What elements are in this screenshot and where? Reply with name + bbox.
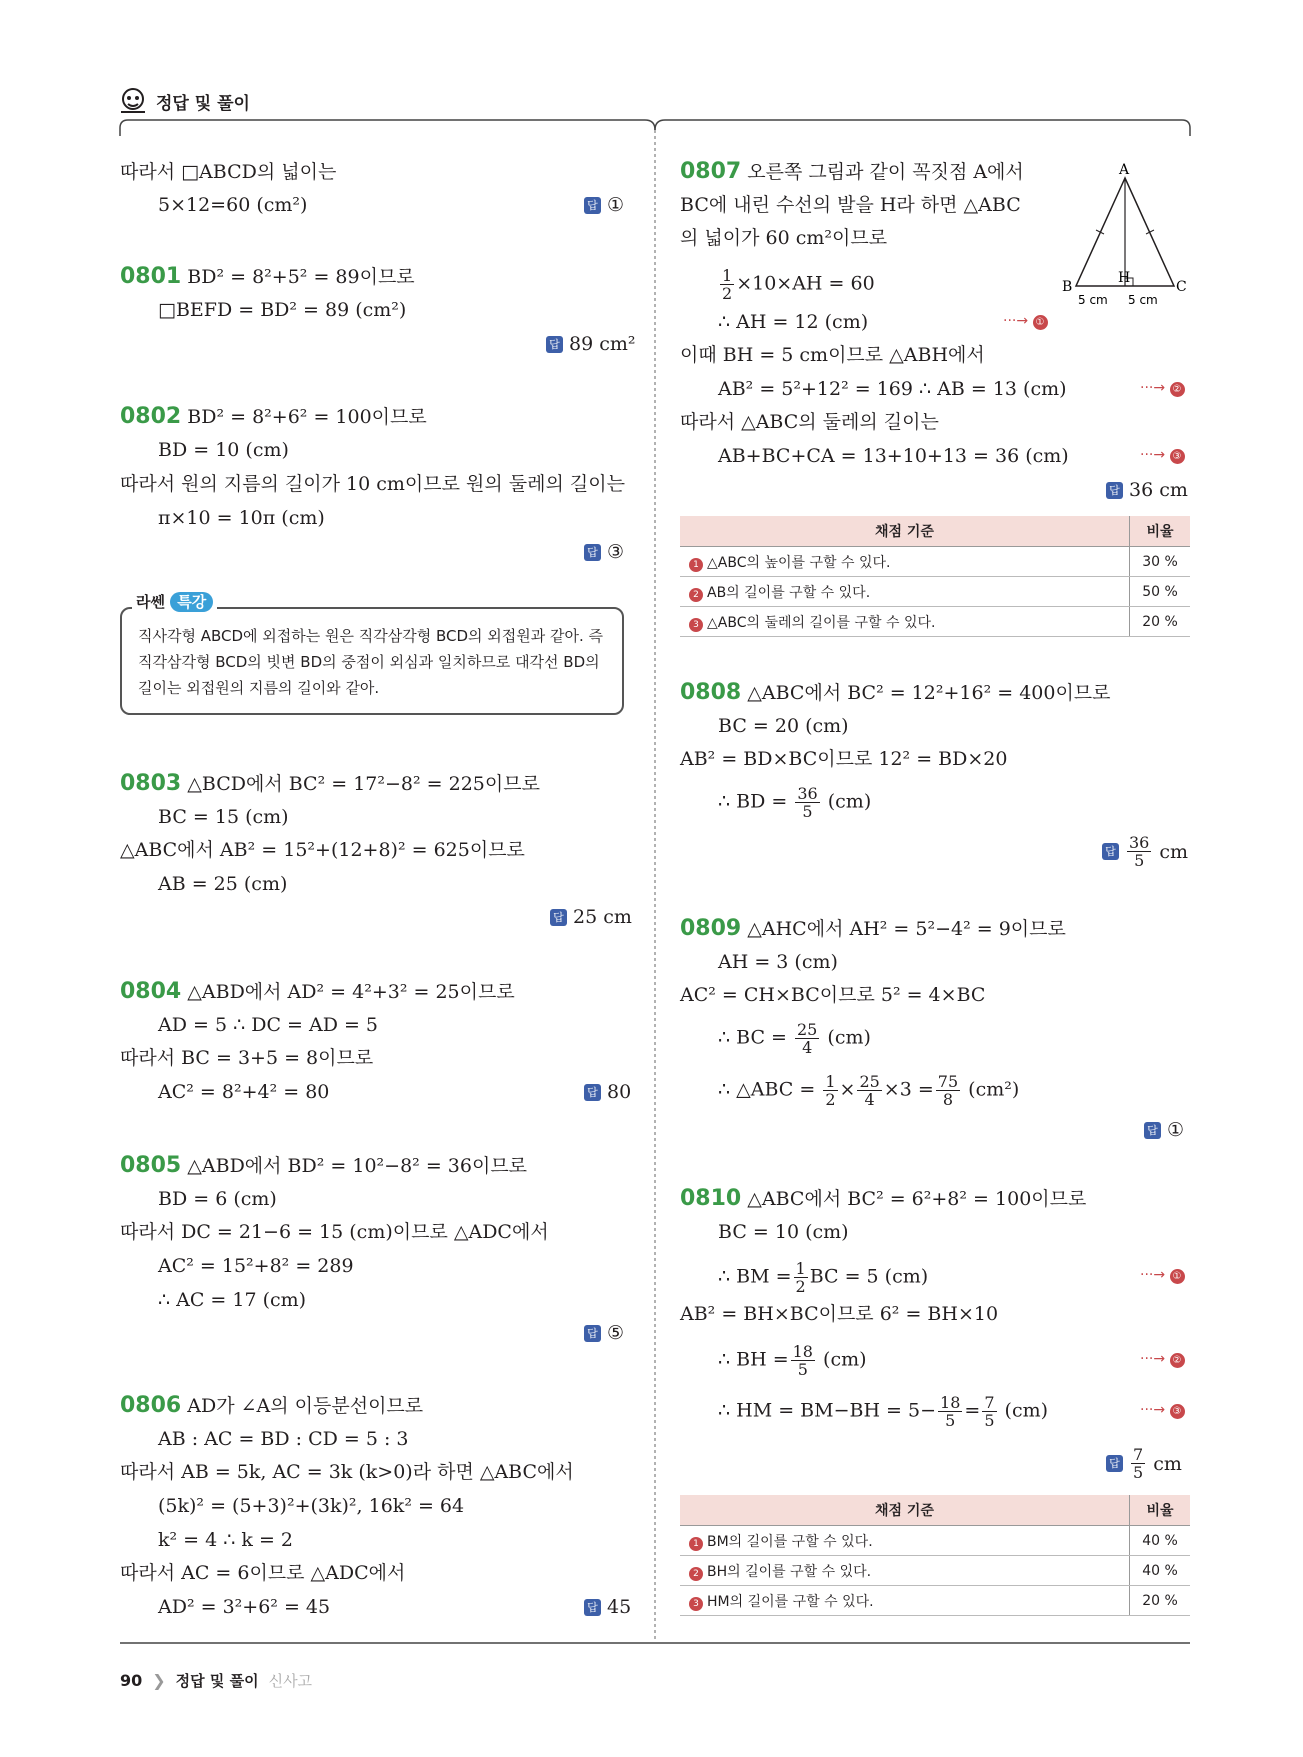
problem-0808-line-1 (680, 681, 1111, 705)
problem-0809-line-3: AC² = CH×BC이므로 5² = 4×BC (680, 984, 986, 1006)
marker-number: ② (1170, 1353, 1185, 1368)
page-footer (120, 1670, 312, 1691)
answer-unit: cm (1153, 1452, 1182, 1475)
answer-badge: 답 (1106, 1455, 1123, 1472)
denominator: 5 (1133, 1463, 1144, 1482)
score-marker-3: ···→ ③ (1140, 1402, 1185, 1419)
problem-number: 0802 (120, 404, 182, 429)
problem-number: 0809 (680, 916, 742, 941)
problem-0805-line-3: 따라서 DC = 21−6 = 15 (cm)이므로 △ADC에서 (120, 1221, 549, 1243)
text: (cm) (827, 790, 872, 813)
problem-0808-answer (1102, 834, 1188, 869)
problem-0802-answer (584, 541, 624, 563)
denominator: 5 (945, 1411, 956, 1430)
fraction (936, 1073, 960, 1108)
text: ×3 = (883, 1078, 934, 1101)
fraction (795, 785, 819, 820)
row-criteria: BM의 길이를 구할 수 있다. (707, 1533, 873, 1550)
problem-0806-answer (584, 1596, 631, 1618)
answer-badge: 답 (584, 1325, 601, 1342)
answer-value: 25 cm (573, 906, 632, 928)
text: △ABD에서 AD² = 4²+3² = 25이므로 (187, 981, 515, 1003)
numerator: 7 (984, 1393, 995, 1412)
numerator: 18 (792, 1342, 813, 1361)
problem-0802-line-4: π×10 = 10π (cm) (158, 507, 325, 529)
denominator: 5 (984, 1411, 995, 1430)
numerator: 1 (825, 1072, 836, 1091)
fraction (857, 1073, 881, 1108)
fraction (982, 1394, 996, 1429)
footer-label: 정답 및 풀이 (175, 1672, 259, 1690)
row-marker: 1 (689, 1537, 703, 1551)
denominator: 5 (802, 802, 813, 821)
table-row (680, 1556, 1190, 1586)
answer-unit: cm (1159, 840, 1189, 863)
denominator: 2 (722, 284, 733, 303)
problem-0810-line-2: BC = 10 (cm) (718, 1221, 849, 1243)
problem-0803-line-4: AB = 25 (cm) (158, 873, 288, 895)
problem-0805-line-4: AC² = 15²+8² = 289 (158, 1255, 354, 1277)
row-marker: 3 (689, 618, 703, 632)
answer-badge: 답 (584, 1084, 601, 1101)
problem-0804-line-4: AC² = 8²+4² = 80 (158, 1081, 330, 1103)
problem-0807-line-8: 따라서 △ABC의 둘레의 길이는 (680, 411, 939, 433)
text: × (839, 1078, 856, 1101)
text: △AHC에서 AH² = 5²−4² = 9이므로 (747, 918, 1066, 940)
fraction (938, 1394, 962, 1429)
row-ratio: 30 % (1130, 547, 1191, 577)
score-marker-2: ···→ ② (1140, 1351, 1185, 1368)
problem-0801-answer (546, 333, 636, 355)
table-header-row (680, 1495, 1190, 1526)
numerator: 36 (797, 784, 818, 803)
table-header-ratio: 비율 (1130, 1495, 1191, 1526)
answer-badge: 답 (1144, 1122, 1161, 1139)
text: △BCD에서 BC² = 17²−8² = 225이므로 (187, 773, 540, 795)
text: (cm) (1004, 1399, 1049, 1422)
denominator: 2 (825, 1090, 836, 1109)
table-row (680, 607, 1190, 637)
answer-badge: 답 (584, 197, 601, 214)
problem-number: 0808 (680, 680, 742, 705)
row-marker: 3 (689, 1597, 703, 1611)
problem-0810-line-3 (718, 1260, 928, 1295)
problem-0807-line-3: 의 넓이가 60 cm²이므로 (680, 227, 888, 249)
marker-number: ③ (1170, 449, 1185, 464)
problem-0810-line-5 (718, 1343, 867, 1378)
marker-number: ① (1033, 315, 1048, 330)
row-criteria: AB의 길이를 구할 수 있다. (707, 584, 871, 601)
row-ratio: 40 % (1130, 1526, 1191, 1556)
lecture-note-box (120, 593, 624, 715)
row-criteria: △ABC의 높이를 구할 수 있다. (707, 554, 891, 571)
text: AD가 ∠A의 이등분선이므로 (187, 1395, 424, 1417)
text: ∴ BM = (718, 1265, 792, 1288)
fraction (823, 1073, 837, 1108)
answer-value: ① (607, 194, 625, 216)
text: BD² = 8²+6² = 100이므로 (187, 406, 427, 428)
row-criteria: HM의 길이를 구할 수 있다. (707, 1593, 874, 1610)
table-header-ratio: 비율 (1130, 516, 1191, 547)
text: △ABD에서 BD² = 10²−8² = 36이므로 (187, 1155, 528, 1177)
text: ×10×AH = 60 (736, 272, 875, 295)
numerator: 1 (722, 266, 733, 285)
problem-0803-line-3: △ABC에서 AB² = 15²+(12+8)² = 625이므로 (120, 839, 525, 861)
denominator: 4 (802, 1038, 813, 1057)
problem-0806-line-2: AB : AC = BD : CD = 5 : 3 (158, 1428, 409, 1450)
problem-0806-line-4: (5k)² = (5+3)²+(3k)², 16k² = 64 (158, 1495, 465, 1517)
problem-0803-line-2: BC = 15 (cm) (158, 806, 289, 828)
answer-value: ① (1167, 1119, 1185, 1141)
answer-value: 80 (607, 1081, 632, 1103)
problem-0808-line-3: AB² = BD×BC이므로 12² = BD×20 (680, 748, 1008, 770)
label-b: B (1062, 279, 1073, 295)
table-header-criteria: 채점 기준 (680, 1495, 1130, 1526)
text: BC = 5 (cm) (809, 1265, 929, 1288)
numerator: 18 (940, 1393, 961, 1412)
problem-0804-line-1 (120, 980, 515, 1004)
note-tab (132, 591, 217, 612)
denominator: 4 (864, 1090, 875, 1109)
problem-0809-line-5 (718, 1073, 1019, 1108)
table-row (680, 577, 1190, 607)
text: BD² = 8²+5² = 89이므로 (187, 266, 415, 288)
row-ratio: 50 % (1130, 577, 1191, 607)
problem-0809-answer (1144, 1119, 1184, 1141)
answer-badge: 답 (584, 544, 601, 561)
problem-number: 0804 (120, 979, 182, 1004)
problem-0805-line-2: BD = 6 (cm) (158, 1188, 277, 1210)
table-header-criteria: 채점 기준 (680, 516, 1130, 547)
row-marker: 2 (689, 1567, 703, 1581)
row-marker: 1 (689, 558, 703, 572)
table-row (680, 1586, 1190, 1616)
problem-0807-line-6: 이때 BH = 5 cm이므로 △ABH에서 (680, 344, 985, 366)
problem-0801-line-2: □BEFD = BD² = 89 (cm²) (158, 299, 407, 321)
fraction (795, 1021, 819, 1056)
row-ratio: 40 % (1130, 1556, 1191, 1586)
answer-value: 36 cm (1129, 479, 1188, 501)
answer-badge: 답 (1102, 843, 1119, 860)
problem-0804-line-2: AD = 5 ∴ DC = AD = 5 (158, 1014, 379, 1036)
problem-0803-line-1 (120, 772, 540, 796)
problem-0803-answer (550, 906, 632, 928)
answer-badge: 답 (1106, 482, 1123, 499)
problem-0807-answer (1106, 479, 1188, 501)
problem-0806-line-6: 따라서 AC = 6이므로 △ADC에서 (120, 1562, 406, 1584)
problem-0810-line-1 (680, 1187, 1086, 1211)
problem-0804-line-3: 따라서 BC = 3+5 = 8이므로 (120, 1047, 374, 1069)
page-header-title: 정답 및 풀이 (156, 93, 250, 114)
text: ∴ BC = (718, 1026, 787, 1049)
fraction (1127, 834, 1151, 869)
problem-0806-line-5: k² = 4 ∴ k = 2 (158, 1529, 293, 1551)
problem-0809-line-4 (718, 1021, 871, 1056)
denominator: 8 (942, 1090, 954, 1109)
problem-0802-line-1 (120, 405, 427, 429)
text: △ABC에서 BC² = 6²+8² = 100이므로 (747, 1188, 1087, 1210)
text: ∴ △ABC = (718, 1078, 816, 1101)
footer-publisher: 신사고 (268, 1672, 313, 1690)
answer-badge: 답 (550, 909, 567, 926)
answer-value: 45 (607, 1596, 632, 1618)
label-bh-length: 5 cm (1078, 293, 1108, 307)
text: ∴ HM = BM−BH = 5− (718, 1399, 937, 1422)
marker-number: ② (1170, 382, 1185, 397)
numerator: 75 (937, 1072, 959, 1091)
answer-value: ⑤ (607, 1322, 625, 1344)
problem-number: 0810 (680, 1186, 742, 1211)
intro-answer (584, 194, 624, 216)
intro-line-2: 5×12=60 (cm²) (158, 194, 308, 216)
text: (cm) (827, 1026, 871, 1049)
numerator: 1 (795, 1259, 806, 1278)
problem-0807-line-1 (680, 160, 1024, 184)
numerator: 25 (859, 1072, 880, 1091)
problem-0808-line-4 (718, 785, 871, 820)
text: ∴ BH = (718, 1348, 789, 1371)
problem-0807-line-9: AB+BC+CA = 13+10+13 = 36 (cm) (718, 445, 1069, 467)
label-c: C (1176, 279, 1187, 295)
numerator: 25 (797, 1020, 818, 1039)
label-a: A (1119, 162, 1130, 178)
page-number: 90 (120, 1671, 143, 1690)
problem-number: 0806 (120, 1393, 182, 1418)
row-marker: 2 (689, 588, 703, 602)
problem-number: 0803 (120, 771, 182, 796)
problem-0805-line-5: ∴ AC = 17 (cm) (158, 1289, 307, 1311)
problem-0810-answer (1106, 1446, 1182, 1481)
problem-0807-line-4 (718, 267, 875, 302)
problem-0810-line-4: AB² = BH×BC이므로 6² = BH×10 (680, 1303, 999, 1325)
problem-0802-line-2: BD = 10 (cm) (158, 439, 289, 461)
marker-number: ③ (1170, 1404, 1185, 1419)
answer-value: ③ (607, 541, 625, 563)
problem-0807-line-5: ∴ AH = 12 (cm) (718, 311, 869, 333)
answer-badge: 답 (546, 336, 563, 353)
problem-0807-line-7: AB² = 5²+12² = 169 ∴ AB = 13 (cm) (718, 378, 1067, 400)
table-row (680, 547, 1190, 577)
scoring-table-0810 (680, 1495, 1190, 1616)
problem-0802-line-3: 따라서 원의 지름의 길이가 10 cm이므로 원의 둘레의 길이는 (120, 473, 625, 495)
problem-number: 0807 (680, 159, 742, 184)
row-criteria: BH의 길이를 구할 수 있다. (707, 1563, 872, 1580)
marker-number: ① (1170, 1269, 1185, 1284)
fraction (794, 1260, 808, 1295)
problem-0807-line-2: BC에 내린 수선의 발을 H라 하면 △ABC (680, 194, 1021, 216)
text: ∴ BD = (718, 790, 788, 813)
denominator: 5 (797, 1360, 808, 1379)
denominator: 5 (1134, 851, 1145, 870)
problem-0805-answer (584, 1322, 624, 1344)
triangle-figure (1060, 158, 1190, 308)
problem-0806-line-7: AD² = 3²+6² = 45 (158, 1596, 331, 1618)
note-tab-label: 라쎈 (136, 593, 165, 611)
problem-0806-line-3: 따라서 AB = 5k, AC = 3k (k>0)라 하면 △ABC에서 (120, 1461, 574, 1483)
text: 오른쪽 그림과 같이 꼭짓점 A에서 (747, 161, 1024, 183)
problem-0806-line-1 (120, 1394, 423, 1418)
scoring-table-0807 (680, 516, 1190, 637)
text: = (964, 1399, 981, 1422)
table-header-row (680, 516, 1190, 547)
text: △ABC에서 BC² = 12²+16² = 400이므로 (747, 682, 1111, 704)
note-tab-highlight: 특강 (170, 592, 213, 612)
row-ratio: 20 % (1130, 1586, 1191, 1616)
text: (cm²) (968, 1078, 1020, 1101)
denominator: 2 (795, 1277, 806, 1296)
score-marker-2: ···→ ② (1140, 380, 1185, 397)
problem-number: 0801 (120, 264, 182, 289)
fraction (720, 267, 734, 302)
intro-line-1: 따라서 □ABCD의 넓이는 (120, 161, 337, 183)
text: (cm) (823, 1348, 867, 1371)
score-marker-3: ···→ ③ (1140, 447, 1185, 464)
score-marker-1: ···→ ① (1003, 313, 1048, 330)
chevron-right-icon: ❯ (152, 1671, 166, 1690)
answer-value: 89 cm² (569, 333, 636, 355)
row-criteria: △ABC의 둘레의 길이를 구할 수 있다. (707, 614, 936, 631)
numerator: 36 (1129, 833, 1150, 852)
label-h: H (1118, 270, 1131, 286)
problem-0809-line-1 (680, 917, 1066, 941)
row-ratio: 20 % (1130, 607, 1191, 637)
problem-0810-line-6 (718, 1394, 1048, 1429)
fraction (1131, 1446, 1145, 1481)
problem-number: 0805 (120, 1153, 182, 1178)
label-hc-length: 5 cm (1128, 293, 1158, 307)
score-marker-1: ···→ ① (1140, 1267, 1185, 1284)
answer-badge: 답 (584, 1599, 601, 1616)
problem-0804-answer (584, 1081, 631, 1103)
problem-0808-line-2: BC = 20 (cm) (718, 715, 849, 737)
problem-0801-line-1 (120, 265, 415, 289)
problem-0805-line-1 (120, 1154, 527, 1178)
numerator: 7 (1133, 1445, 1144, 1464)
note-text: 직사각형 ABCD에 외접하는 원은 직각삼각형 BCD의 외접원과 같아. 즉 직각삼각형 BCD의 빗변 BD의 중점이 외심과 일치하므로 대각선 BD의 길이는 외접원의 지름의 길이와 같아. (138, 627, 604, 697)
problem-0809-line-2: AH = 3 (cm) (718, 951, 838, 973)
fraction (791, 1343, 815, 1378)
table-row (680, 1526, 1190, 1556)
